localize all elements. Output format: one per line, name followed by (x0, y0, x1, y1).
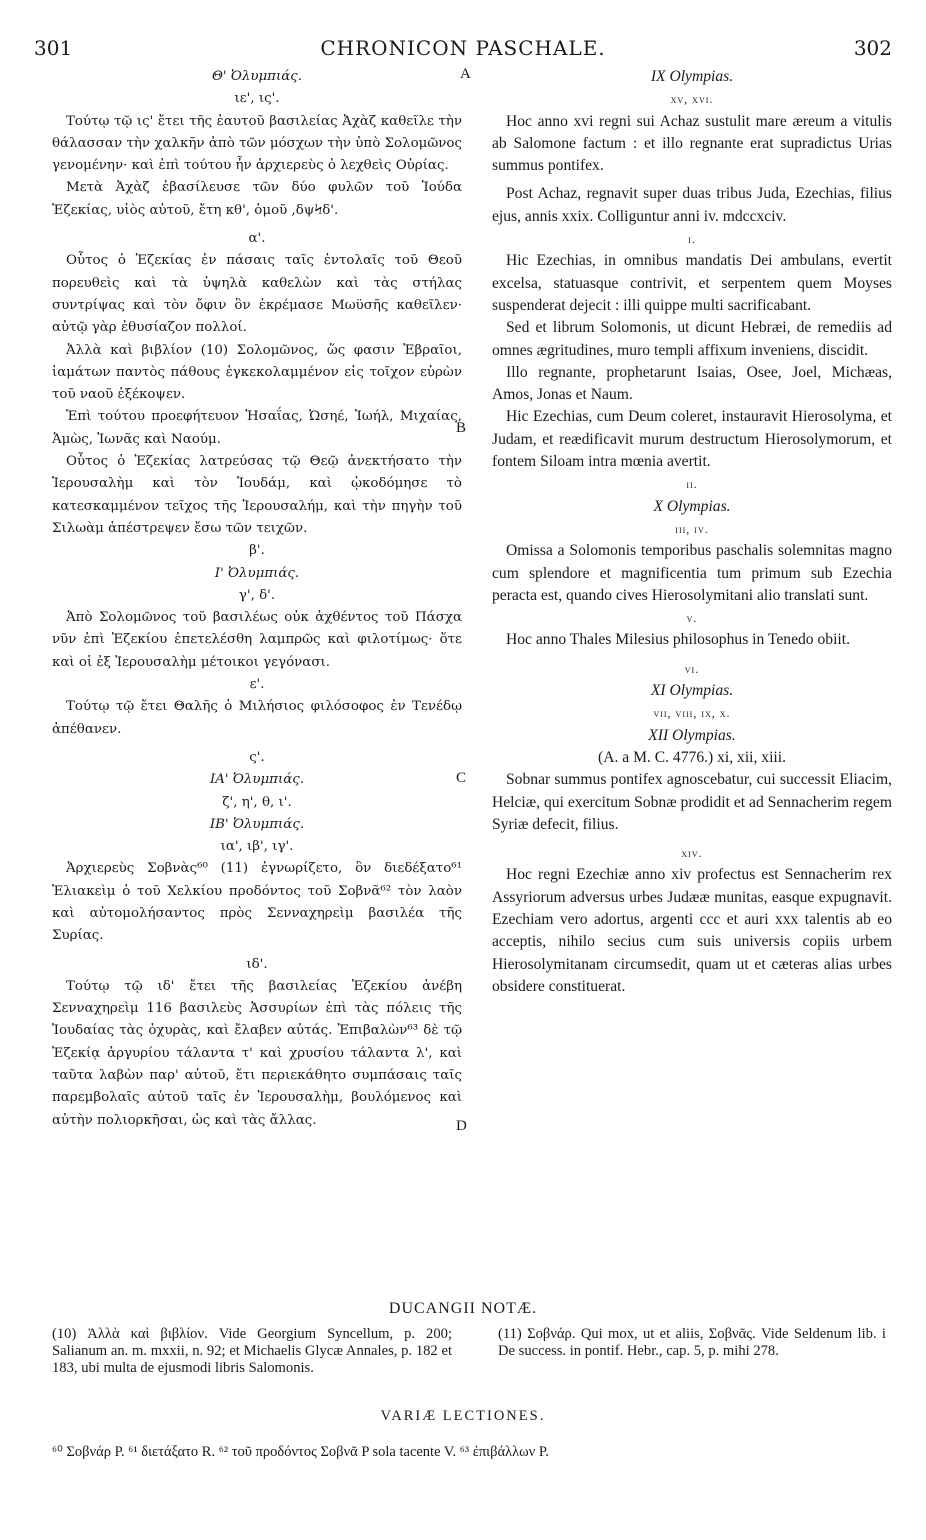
latin-paragraph: Hic Ezechias, in omnibus mandatis Dei ambulans, evertit excelsa, statuasque contrivit, et serpentem quem Moyses suspenderat dejecit : illi quippe multi sacrificabant. (492, 252, 892, 314)
margin-letter-b: B (456, 420, 467, 436)
margin-letter-a: A (460, 66, 471, 82)
greek-paragraph: Οὗτος ὁ Ἐζεκίας ἐν πάσαις ταῖς ἐντολαῖς τοῦ Θεοῦ πορευθεὶς καὶ τὰ ὑψηλὰ καθελὼν καὶ τὰς στήλας συντρίψας καὶ τὸν ὄφιν ὃν ἐκρέμασε Μωϋσῆς καθεῖλεν· αὐτῷ γὰρ ἐθυσίαζον πολλοί. (52, 253, 462, 336)
latin-heading: xiv. (681, 846, 703, 861)
running-title: CHRONICON PASCHALE. (320, 36, 606, 60)
greek-heading: ς'. (249, 749, 265, 765)
greek-heading: ια', ιβ', ιγ'. (220, 839, 294, 855)
latin-heading: vii, viii, ix, x. (653, 706, 731, 721)
page-number-right: 302 (853, 36, 892, 60)
greek-heading: ιδ'. (246, 956, 268, 972)
variae-lectiones: ⁶⁰ Σοβνάρ P. ⁶¹ διετάξατο R. ⁶² τοῦ προδόντος Σοβνᾶ P sola tacente V. ⁶³ ἐπιβάλλων P. (52, 1444, 549, 1460)
latin-heading: iii, iv. (675, 521, 709, 536)
note-10: (10) Ἀλλὰ καὶ βιβλίον. Vide Georgium Syncellum, p. 200; Salianum an. m. mxxii, n. 92; et Michaelis Glycæ Annales, p. 182 et 183, ubi multa de ejusmodi libris Salomonis. (52, 1326, 452, 1376)
latin-heading: v. (686, 611, 698, 626)
greek-paragraph: Ἀλλὰ καὶ βιβλίον (10) Σολομῶνος, ὥς φασιν Ἑβραῖοι, ἰαμάτων παντὸς πάθους ἐγκεκολαμμένον εἰς τοῖχον εὑρὼν τοῦ ναοῦ ἐξέκοψεν. (52, 342, 462, 403)
running-header (34, 36, 892, 64)
greek-paragraph: Ἀρχιερεὺς Σοβνὰς⁶⁰ (11) ἐγνωρίζετο, ὃν διεδέξατο⁶¹ Ἐλιακεὶμ ὁ τοῦ Χελκίου προδόντος τοῦ Σοβνᾶ⁶² τὸν λαὸν καὶ αὐτομολήσαντος πρὸς Σενναχηρεὶμ βασιλέα τῆς Συρίας. (52, 861, 462, 944)
latin-heading: (A. a M. C. 4776.) xi, xii, xiii. (598, 748, 786, 766)
greek-heading: ζ', η', θ, ι'. (222, 794, 292, 810)
page-number-left: 301 (34, 36, 73, 60)
latin-column (492, 66, 892, 998)
greek-paragraph: Τούτῳ τῷ ιδ' ἔτει τῆς βασιλείας Ἐζεκίου ἀνέβη Σενναχηρεὶμ 116 βασιλεὺς Ἀσσυρίων ἐπὶ τὰς πόλεις τῆς Ἰουδαίας τὰς ὀχυρὰς, καὶ ἔλαβεν αὐτάς. Ἐπιβαλὼν⁶³ δὲ τῷ Ἐζεκίᾳ ἀργυρίου τάλαντα τ' καὶ χρυσίου τάλαντα λ', καὶ ταῦτα λαβὼν παρ' αὐτοῦ, ἔτι περιεκάθητο συμπάσαις ταῖς παρεμβολαῖς αὐτοῦ ταῖς ἐν Ἱερουσαλὴμ, βουλόμενος καὶ αὐτὴν πολιορκῆσαι, ὡς καὶ τὰς ἄλλας. (52, 978, 462, 1128)
greek-paragraph: Τούτῳ τῷ ις' ἔτει τῆς ἑαυτοῦ βασιλείας Ἀχὰζ καθεῖλε τὴν θάλασσαν τὴν χαλκῆν ἀπὸ τῶν μόσχων τὴν ὑπὸ Σολομῶνος γενομένην· καὶ ἐπὶ τούτου ἦν ἀρχιερεὺς ὁ λεχθεὶς Οὐρίας. (52, 113, 462, 174)
greek-heading: ΙΒ' Ὀλυμπιάς. (209, 816, 305, 832)
note-11: (11) Σοβνάρ. Qui mox, ut et aliis, Σοβνᾶς. Vide Seldenum lib. i De success. in pontif. Hebr., cap. 5, p. mihi 278. (498, 1326, 886, 1359)
latin-heading: ii. (686, 477, 698, 492)
latin-paragraph: Illo regnante, prophetarunt Isaias, Osee, Joel, Michæas, Amos, Jonas et Naum. (492, 363, 892, 404)
latin-paragraph: Hic Ezechias, cum Deum coleret, instauravit Hierosolyma, et Judam, et reædificavit murum destructum Hierosolymorum, et fontem Siloam intra mœnia avertit. (492, 408, 892, 471)
greek-paragraph: Τούτῳ τῷ ἔτει Θαλῆς ὁ Μιλήσιος φιλόσοφος ἐν Τενέδῳ ἀπέθανεν. (52, 699, 462, 737)
greek-paragraph: Ἀπὸ Σολομῶνος τοῦ βασιλέως οὐκ ἀχθέντος τοῦ Πάσχα νῦν ἐπὶ Ἐζεκίου ἐπετελέσθη λαμπρῶς καὶ φιλοτίμως· ὅτε καὶ οἱ ἐξ Ἱερουσαλὴμ μέτοικοι γεγόνασι. (52, 610, 462, 670)
latin-heading: XII Olympias. (648, 726, 736, 744)
latin-heading: XI Olympias. (650, 682, 734, 700)
latin-paragraph: Omissa a Solomonis temporibus paschalis solemnitas magno cum splendore et magnificentia tum primum sub Ezechia peracta est, quando cives Hierosolymitani alio translati sunt. (492, 542, 892, 604)
latin-heading: IX Olympias. (650, 68, 734, 85)
notes-heading: DUCANGII NOTÆ. (388, 1300, 538, 1317)
greek-paragraph: Οὗτος ὁ Ἐζεκίας λατρεύσας τῷ Θεῷ ἀνεκτήσατο τὴν Ἱερουσαλὴμ καὶ τὸν Ἰουδάμ, καὶ ᾠκοδόμησε τὸ κατεσκαμμένον τεῖχος τῆς Ἱερουσαλήμ, καὶ τὴν πηγὴν τοῦ Σιλωὰμ ἀπέστρεψεν ἔσω τῶν τειχῶν. (52, 454, 462, 536)
latin-paragraph: Sed et librum Solomonis, ut dicunt Hebræi, de remediis ad omnes ægritudines, muro templi affixum inveniens, discidit. (492, 319, 892, 359)
variae-heading: VARIÆ LECTIONES. (380, 1408, 546, 1424)
greek-heading: Ι' Ὀλυμπιάς. (214, 565, 300, 581)
latin-paragraph: Hoc anno xvi regni sui Achaz sustulit mare æreum a vitulis ab Salomone factum : et illo regnante erat supradictus Urias summus pontifex. (492, 112, 892, 175)
greek-paragraph: Ἐπὶ τούτου προεφήτευον Ἡσαΐας, Ὠσηέ, Ἰωήλ, Μιχαίας, Ἀμὼς, Ἰωνᾶς καὶ Ναούμ. (52, 409, 462, 447)
greek-paragraph: Μετὰ Ἀχὰζ ἐβασίλευσε τῶν δύο φυλῶν τοῦ Ἰούδα Ἐζεκίας, υἱὸς αὐτοῦ, ἔτη κθ', ὁμοῦ ,δψϞδ'. (52, 180, 462, 218)
margin-letter-d: D (456, 1118, 467, 1134)
latin-paragraph: Hoc regni Ezechiæ anno xiv profectus est Sennacherim rex Assyriorum adversus urbes Judææ munitas, easque expugnavit. Ezechiam vero adortus, argenti ccc et auri xxx talentis ab eo acceptis, nihilo secius cum suis universis copiis urbem Hierosolymitanam circumsedit, quam ut et cæteras alias urbes obsidere constituerat. (492, 866, 892, 995)
greek-heading: α'. (248, 231, 266, 247)
greek-heading: Θ' Ὀλυμπιάς. (211, 69, 303, 84)
latin-heading: X Olympias. (653, 497, 731, 515)
latin-paragraph: Hoc anno Thales Milesius philosophus in Tenedo obiit. (506, 631, 850, 649)
latin-paragraph: Post Achaz, regnavit super duas tribus Juda, Ezechias, filius ejus, annis xxix. Colliguntur anni iv. mdccxciv. (492, 185, 892, 225)
latin-paragraph: Sobnar summus pontifex agnoscebatur, cui successit Eliacim, Helciæ, qui exercitum Sobnæ prodidit et ad Sennacherim regem Syriæ defecit, filius. (492, 771, 892, 833)
greek-heading: γ', δ'. (238, 587, 276, 603)
greek-heading: ΙΑ' Ὀλυμπιάς. (209, 772, 305, 788)
greek-heading: β'. (249, 543, 265, 559)
margin-letter-c: C (456, 770, 467, 786)
latin-heading: xv, xvi. (670, 92, 714, 107)
latin-heading: vi. (684, 661, 700, 676)
greek-column (52, 66, 462, 1132)
greek-heading: ε'. (249, 677, 265, 693)
latin-heading: i. (688, 232, 696, 247)
greek-heading: ιε', ις'. (234, 91, 280, 107)
